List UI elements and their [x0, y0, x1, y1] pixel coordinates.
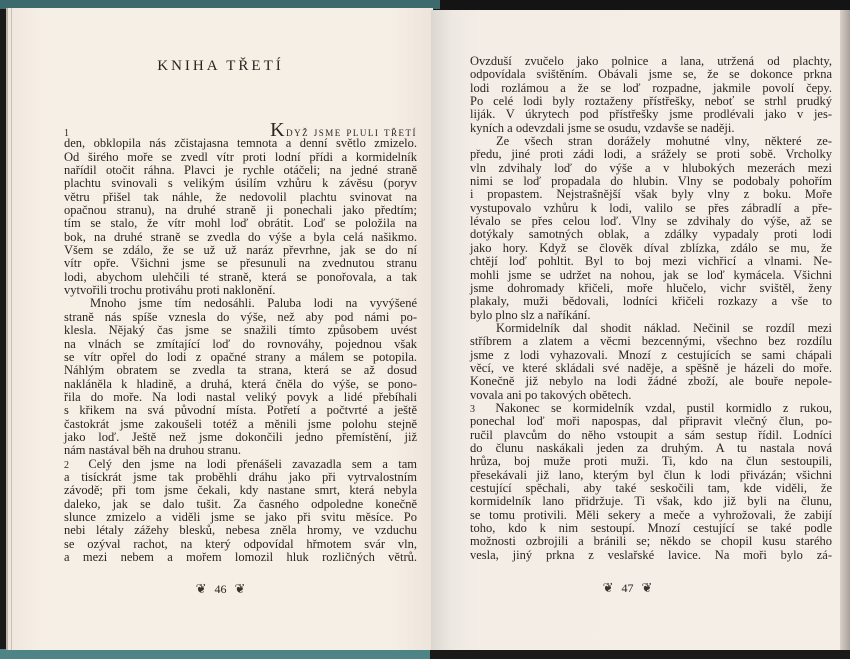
line-text: a mezi nebem a mořem lomozil hluk rozličných větrů.: [64, 550, 417, 564]
text-line: [64, 431, 417, 444]
text-line: [470, 362, 832, 375]
text-line: [470, 122, 832, 135]
line-text: Od širého moře se zvedl vítr proti lodní přídi a kormidelník: [64, 149, 417, 164]
text-line: [64, 378, 417, 391]
text-line: [470, 175, 832, 188]
text-line: [470, 442, 832, 455]
text-line: [470, 108, 832, 121]
line-text: kyních a odevzdali jsme se osudu, vzdavše se naději.: [470, 120, 735, 135]
text-line: [470, 469, 832, 482]
line-text: přesekávali již lano, kterým byl člun k lodi přivázán; všichni: [470, 467, 832, 482]
fleuron-ornament-icon: ❦: [602, 580, 614, 595]
text-line: [470, 162, 832, 175]
line-text: na vlnách se zmítající loď do rovnováhy, pojednou však: [64, 336, 417, 351]
background-bottom: [430, 649, 850, 659]
line-text: plachtu svinovali s velikým úsilím vzhůru k závěsu (poryv: [64, 176, 417, 191]
line-text: opačnou stranu), na druhé straně ji ponechali jako předtím;: [64, 203, 417, 218]
line-text: Všem se zdálo, že se už už naráz převrhne, jak se do ní: [64, 243, 417, 258]
line-text: Ovzduší zvučelo jako polnice a lana, utržená od plachty,: [470, 54, 832, 68]
line-text: řila do moře. Na lodi nastal veliký povyk a lidé přebíhali: [64, 389, 417, 404]
text-line: [64, 137, 417, 150]
line-text: cestující spěchali, aby také seskočili tam, kde viděli, že: [470, 481, 832, 495]
text-line: [470, 549, 832, 562]
line-text: vovala ani po takových obětech.: [470, 387, 632, 402]
line-text: bylo plno slz a naříkání.: [470, 307, 591, 322]
line-text: mohli jsme se udržet na nohou, jak se loď kymácela. Všichni: [470, 267, 832, 282]
line-text: daleko, jak se dalo tušit. Za časného odpoledne konečně: [64, 496, 417, 511]
line-text: a tisíckrát jsme tak proběhli dráhu jako při vytrvalostním: [64, 469, 417, 484]
text-line: [64, 151, 417, 164]
line-text: klesla. Nějaký čas jsme se snažili tímto způsobem uvést: [64, 323, 417, 338]
line-text: Celý den jsme na lodi přenášeli zavazadla sem a tam: [88, 456, 417, 471]
text-line: [470, 335, 832, 348]
text-line: [64, 204, 417, 217]
page-number-footer: [8, 581, 433, 597]
text-line: [470, 389, 832, 402]
book-cover-bottom-edge: [0, 649, 430, 659]
text-line: [64, 404, 417, 417]
line-text: plakaly, muži bědovali, lodníci křičeli rozkazy a vše to: [470, 294, 832, 309]
line-text: dotýkaly samotných oblak, a zdálky vypadaly proti lodi: [470, 227, 832, 242]
text-line: [470, 282, 832, 295]
right-page-text: [470, 55, 832, 562]
text-line: [470, 55, 832, 68]
text-line: [470, 482, 832, 495]
text-line: [64, 284, 417, 297]
line-text: jsme z lodi vyhazovali. Mnozí z cestujících se sami chápali: [470, 347, 832, 362]
text-line: [64, 271, 417, 284]
text-line: [470, 228, 832, 241]
text-line: [470, 415, 832, 428]
text-line: [64, 231, 417, 244]
text-line: [64, 444, 417, 457]
line-text: nakláněla k hladině, a druhá, která čněla do výše, se pono-: [64, 376, 417, 391]
line-text: vystupovalo vzhůru k lodi, valilo se přes zábradlí a pře-: [470, 200, 832, 215]
text-line: [470, 68, 832, 81]
text-line: [470, 322, 832, 335]
text-line: [470, 242, 832, 255]
text-line: [64, 524, 417, 537]
line-text: lodi rozlámou a že se loď rozpadne, jakmile povolí čepy.: [470, 80, 832, 95]
text-line: [470, 402, 832, 415]
background-top: [440, 0, 850, 10]
right-page: [431, 10, 840, 650]
section-number: 2: [64, 459, 69, 471]
line-text: jako loď. Ještě než jsme dokončili jedno přemístění, již: [64, 429, 417, 444]
text-line: [470, 349, 832, 362]
line-text: nimi se loď propadala do hlubin. Vlny se podobaly pohořím: [470, 174, 832, 189]
line-text: vesla, jiný prkna z veslařské lavice. Na moři bylo zá-: [470, 547, 832, 562]
line-text: častokrát jsme zakoušeli totéž a měnili jsme polohu stejně: [64, 416, 417, 431]
text-line: [64, 511, 417, 524]
line-text: se tomu protivili. Měli sekery a meče a vyhrožovali, že zabijí: [470, 507, 832, 522]
line-text: hrůza, boj muže proti muži. Ti, kdo na člun sestoupili,: [470, 454, 832, 469]
line-text: možnosti ozbrojili a bránili se; někdo se chopil kusu starého: [470, 534, 832, 549]
text-line: [64, 458, 417, 471]
line-text: bok, na druhé straně se zvedla do výše a byla celá našikmo.: [64, 229, 417, 244]
line-text: závodě; při tom jsme čekali, kdy nastane smrt, která nebyla: [64, 483, 417, 498]
text-line: [64, 338, 417, 351]
text-line: [64, 324, 417, 337]
text-line: [470, 82, 832, 95]
text-line: [64, 484, 417, 497]
line-text: i propastem. Nejstrašnější však byly vlny z boku. Moře: [470, 187, 832, 202]
line-text: větru přišel tak náhle, že nedovolil plachtu svinovat na: [64, 189, 417, 204]
text-line: [64, 364, 417, 377]
line-text: nebi létaly zážehy blesků, nebesa zněla hromy, ve vzduchu: [64, 523, 417, 538]
text-line: [470, 429, 832, 442]
line-text: Ze všech stran dorážely mohutné vlny, některé ze-: [496, 134, 832, 149]
fleuron-ornament-icon: ❦: [641, 580, 653, 595]
line-text: chtějí loď pohltit. Byl to boj mezi vichřicí a vlnami. Ne-: [470, 254, 832, 269]
text-line: [64, 391, 417, 404]
line-text: s křikem na svá původní místa. Potřetí a počtvrté a ještě: [64, 403, 417, 418]
line-text: lodi, abychom ulehčili té straně, která se ponořovala, a tak: [64, 269, 417, 284]
line-text: Po celé lodi byly roztaženy přístřešky, neboť se strhl prudký: [470, 94, 832, 109]
line-text: nám nastával běh na druhou stranu.: [64, 443, 242, 458]
line-text: lévalo se přes celou loď. Vlny se zdvihaly do výše, až se: [470, 214, 832, 229]
text-line: [64, 191, 417, 204]
fleuron-ornament-icon: ❦: [195, 581, 207, 596]
text-line: [470, 522, 832, 535]
text-line: [64, 418, 417, 431]
opening-words: Když jsme pluli třetí: [270, 119, 417, 141]
line-text: stříbrem a zlatem a věcmi bezcennými, všechno bez rozdílu: [470, 334, 832, 349]
text-line: [64, 217, 417, 230]
text-line: [470, 148, 832, 161]
text-line: [64, 119, 417, 141]
text-line: [470, 309, 832, 322]
text-line: [64, 244, 417, 257]
line-text: jako hory. Když se člověk díval zblízka, zdálo se mu, že: [470, 240, 832, 255]
line-text: Konečně již nebylo na lodi žádné zboží, ale bouře nepole-: [470, 374, 832, 389]
page-block-edge: [840, 10, 850, 650]
text-line: [470, 95, 832, 108]
text-line: [470, 135, 832, 148]
text-line: [470, 455, 832, 468]
text-line: [470, 535, 832, 548]
left-page-text: [64, 119, 417, 564]
line-text: ponechal loď moři napospas, dal připravit vlečný člun, po-: [470, 414, 832, 429]
text-line: [64, 471, 417, 484]
page-number: 46: [214, 582, 227, 596]
line-text: odpovídala svištěním. Obávali jsme se, že se dokonce prkna: [470, 67, 832, 82]
line-text: předu, jiné proti zádi lodi, a srážely se proti sobě. Vrcholky: [470, 147, 832, 162]
line-text: slunce zmizelo a viděli jsme se jako při svitu měsíce. Po: [64, 509, 417, 524]
line-text: den, obklopila nás zčistajasna temnota a denní světlo zmizelo.: [64, 136, 417, 151]
line-text: liják. V úkrytech pod přístřešky jsme prodlévali jako v jes-: [470, 107, 832, 122]
line-text: věcí, ve které skládali své naděje, a spěšně je házeli do moře.: [470, 360, 832, 375]
text-line: [64, 551, 417, 564]
line-text: se vítr opřel do lodi z opačné strany a málem se potopila.: [64, 349, 417, 364]
line-text: kormidelník lano přidržuje. Ti však, kdo již byli na člunu,: [470, 494, 832, 509]
line-text: tím se stalo, že vítr mohl loď obrátit. Loď se položila na: [64, 216, 417, 231]
text-line: [64, 297, 417, 310]
line-text: straně nás spíše vznesla do výše, než aby pod námi po-: [64, 309, 417, 324]
line-text: do člunu naskákali jeden za druhým. A tu nastala nová: [470, 440, 832, 455]
text-line: [470, 255, 832, 268]
text-line: [470, 188, 832, 201]
line-text: ručil plavcům do něho vstoupit a sám sestup řídil. Lodníci: [470, 427, 832, 442]
line-text: Kormidelník dal shodit náklad. Nečinil se rozdíl mezi: [496, 320, 832, 335]
text-line: [470, 295, 832, 308]
line-text: toho, kdo k nim sestoupí. Mnozí cestující se také podle: [470, 521, 832, 536]
line-text: vln zdvihaly loď do výše a v hlubokých mezerách mezi: [470, 160, 832, 175]
page-number: 47: [621, 581, 634, 595]
text-line: [64, 177, 417, 190]
text-line: [470, 495, 832, 508]
chapter-title: KNIHA TŘETÍ: [157, 58, 284, 74]
section-number: 1: [64, 128, 69, 139]
line-text: se ozýval rachot, na který odpovídal hřmotem svár vln,: [64, 536, 417, 551]
text-line: [64, 351, 417, 364]
text-line: [64, 164, 417, 177]
line-text: jsme dohromady křičeli, moře hlučelo, vichr svištěl, ženy: [470, 280, 832, 295]
line-text: vítr opře. Všichni jsme se přesunuli na zvednutou stranu: [64, 256, 417, 271]
text-line: [64, 257, 417, 270]
text-line: [64, 311, 417, 324]
fleuron-ornament-icon: ❦: [234, 581, 246, 596]
line-text: vytvořili trochu protiváhu proti naklonění.: [64, 283, 276, 298]
line-text: Náhlým obratem se zvedla ta strana, která se až dosud: [64, 363, 417, 378]
line-text: nařídil otočit ráhna. Plavci je rychle otáčeli; na jedné straně: [64, 163, 417, 178]
text-line: [64, 538, 417, 551]
page-number-footer: [423, 580, 832, 596]
line-text: Mnoho jsme tím nedosáhli. Paluba lodi na vyvýšené: [90, 296, 417, 311]
text-line: [470, 375, 832, 388]
text-line: [64, 498, 417, 511]
left-page: [6, 8, 433, 650]
text-line: [470, 215, 832, 228]
text-line: [470, 202, 832, 215]
section-number: 3: [470, 403, 475, 415]
text-line: [470, 269, 832, 282]
text-line: [470, 509, 832, 522]
line-text: Nakonec se kormidelník vzdal, pustil kormidlo z rukou,: [495, 400, 832, 415]
